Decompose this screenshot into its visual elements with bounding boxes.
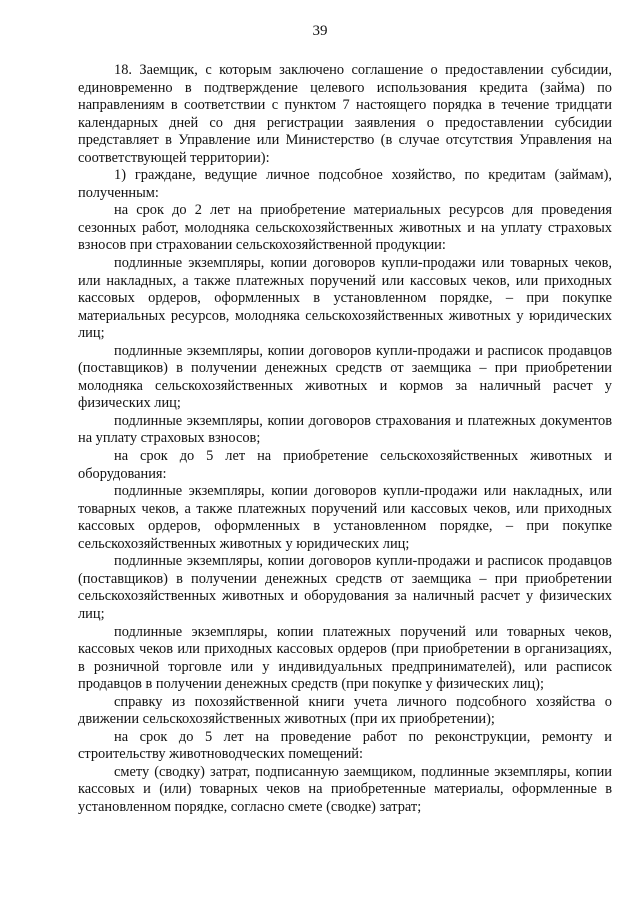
paragraph-animals-legal-entities: подлинные экземпляры, копии договоров купли-продажи или накладных, или товарных чеков, а также платежных поручений или кассовых чеков, или приходных кассовых ордеров, оформленных в установленном порядке, – при покупке сельскохозяйственных животных у юридических лиц; <box>78 483 612 552</box>
paragraph-cost-estimate: смету (сводку) затрат, подписанную заемщиком, подлинные экземпляры, копии кассовых и (или) товарных чеков на приобретенные материалы, оформленные в установленном порядке, согласно смете (сводке) затрат; <box>78 763 612 815</box>
paragraph-household-book-certificate: справку из похозяйственной книги учета личного подсобного хозяйства о движении сельскохозяйственных животных (при их приобретении); <box>78 693 612 728</box>
paragraph-payment-docs: подлинные экземпляры, копии платежных поручений или товарных чеков, кассовых чеков или приходных кассовых ордеров (при приобретении в организациях, в розничной торговле или у индивидуальных предпринимателей), или расписок продавцов в получении денежных средств (при покупке у физических лиц); <box>78 623 612 693</box>
paragraph-insurance-docs: подлинные экземпляры, копии договоров страхования и платежных документов на уплату страховых взносов; <box>78 412 612 447</box>
paragraph-18-intro: 18. Заемщик, с которым заключено соглашение о предоставлении субсидии, единовременно в подтверждение целевого использования кредита (займа) по направлениям в соответствии с пунктом 7 настоящего порядка в течение тридцати календарных дней со дня регистрации заявления о предоставлении субсидии представляет в Управление или Министерство (в случае отсутствия Управления на соответствующей территории): <box>78 62 612 166</box>
paragraph-animals-individuals: подлинные экземпляры, копии договоров купли-продажи и расписок продавцов (поставщиков) в получении денежных средств от заемщика – при приобретении сельскохозяйственных животных и оборудования за наличный расчет у физических лиц; <box>78 553 612 622</box>
paragraph-docs-legal-entities: подлинные экземпляры, копии договоров купли-продажи или товарных чеков, или накладных, а также платежных поручений или кассовых чеков, или приходных кассовых ордеров, оформленных в установленном порядке, – при покупке материальных ресурсов, молодняка сельскохозяйственных животных у юридических лиц; <box>78 255 612 342</box>
paragraph-term-5-years-construction: на срок до 5 лет на проведение работ по реконструкции, ремонту и строительству животноводческих помещений: <box>78 728 612 763</box>
paragraph-subitem-1: 1) граждане, ведущие личное подсобное хозяйство, по кредитам (займам), полученным: <box>78 167 612 201</box>
paragraph-term-2-years: на срок до 2 лет на приобретение материальных ресурсов для проведения сезонных работ, молодняка сельскохозяйственных животных и на уплату страховых взносов при страховании сельскохозяйственной продукции: <box>78 202 612 254</box>
document-body <box>78 62 612 817</box>
page-number: 39 <box>312 23 328 39</box>
paragraph-docs-individuals: подлинные экземпляры, копии договоров купли-продажи и расписок продавцов (поставщиков) в получении денежных средств от заемщика – при приобретении молодняка сельскохозяйственных животных и кормов за наличный расчет у физических лиц; <box>78 342 612 412</box>
paragraph-term-5-years-animals: на срок до 5 лет на приобретение сельскохозяйственных животных и оборудования: <box>78 448 612 482</box>
